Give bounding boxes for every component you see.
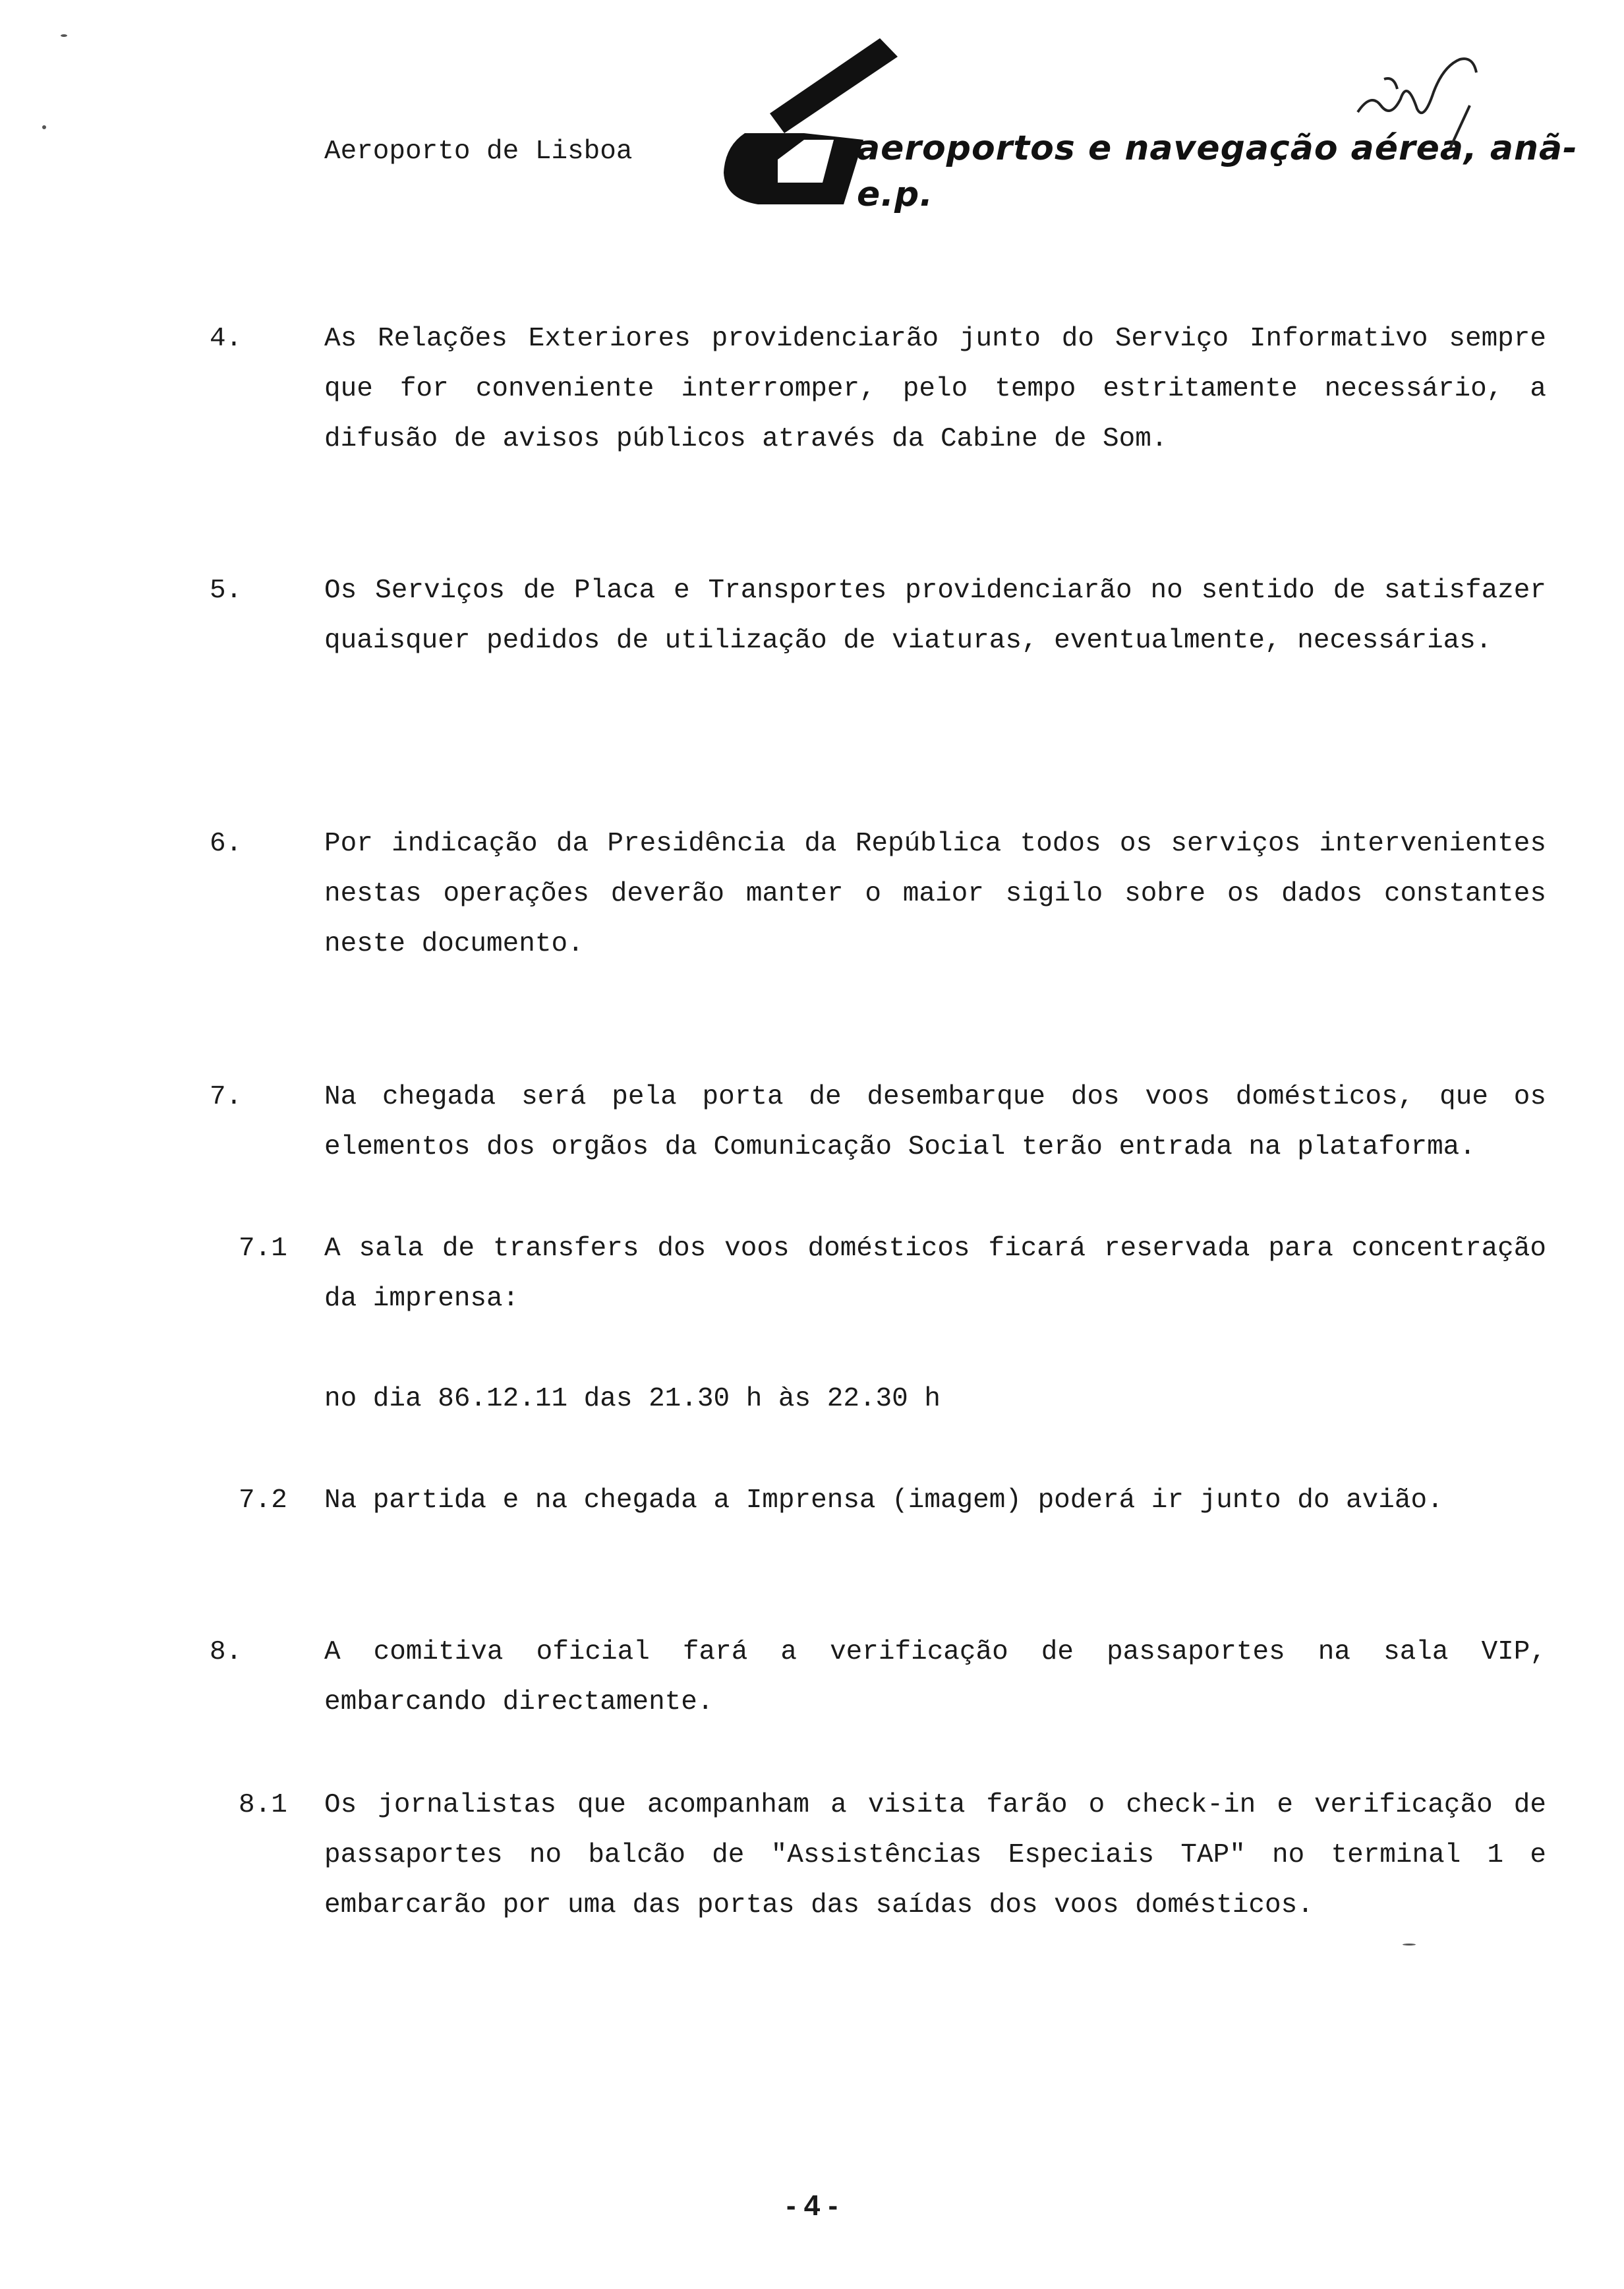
section-number: 5. <box>210 576 243 606</box>
section-number: 8.1 <box>239 1790 287 1820</box>
section-number: 8. <box>210 1637 243 1667</box>
section-number: 7.1 <box>239 1234 287 1264</box>
header-place: Aeroporto de Lisboa <box>324 136 633 167</box>
scan-speck <box>42 125 46 129</box>
press-schedule: no dia 86.12.11 das 21.30 h às 22.30 h <box>324 1384 941 1414</box>
section-text: Na partida e na chegada a Imprensa (imagem) poderá ir junto do avião. <box>324 1485 1443 1516</box>
section-text: Na chegada será pela porta de desembarque dos voos domésticos, que os elementos dos orgãos da Comunicação Social terão entrada na plataforma. <box>324 1082 1546 1162</box>
section-number: 7. <box>210 1082 243 1112</box>
section-number: 7.2 <box>239 1485 287 1516</box>
section-text: A sala de transfers dos voos domésticos ficará reservada para concentração da imprensa: <box>324 1234 1546 1314</box>
section-text: Os jornalistas que acompanham a visita farão o check-in e verificação de passaportes no balcão de "Assistências Especiais TAP" no terminal 1 e embarcarão por uma das portas das saídas dos voos domésticos. <box>324 1790 1546 1920</box>
section-text: Por indicação da Presidência da República todos os serviços intervenientes nestas operações deverão manter o maior sigilo sobre os dados constantes neste documento. <box>324 829 1546 959</box>
scan-speck <box>1403 1944 1416 1946</box>
section-text: A comitiva oficial fará a verificação de passaportes na sala VIP, embarcando directamente. <box>324 1637 1546 1717</box>
section-text: As Relações Exteriores providenciarão junto do Serviço Informativo sempre que for conveniente interromper, pelo tempo estritamente necessário, a difusão de avisos públicos através da Cabine de Som. <box>324 324 1546 454</box>
section-number: 6. <box>210 829 243 859</box>
handwritten-signature-icon <box>1345 40 1496 152</box>
scan-speck <box>61 34 67 37</box>
section-text: Os Serviços de Placa e Transportes providenciarão no sentido de satisfazer quaisquer pedidos de utilização de viaturas, eventualmente, necessárias. <box>324 576 1546 656</box>
section-number: 4. <box>210 324 243 354</box>
org-name: aeroportos e navegação aérea, anã-e.p. <box>857 129 1578 214</box>
page-number: - 4 - <box>786 2189 838 2222</box>
